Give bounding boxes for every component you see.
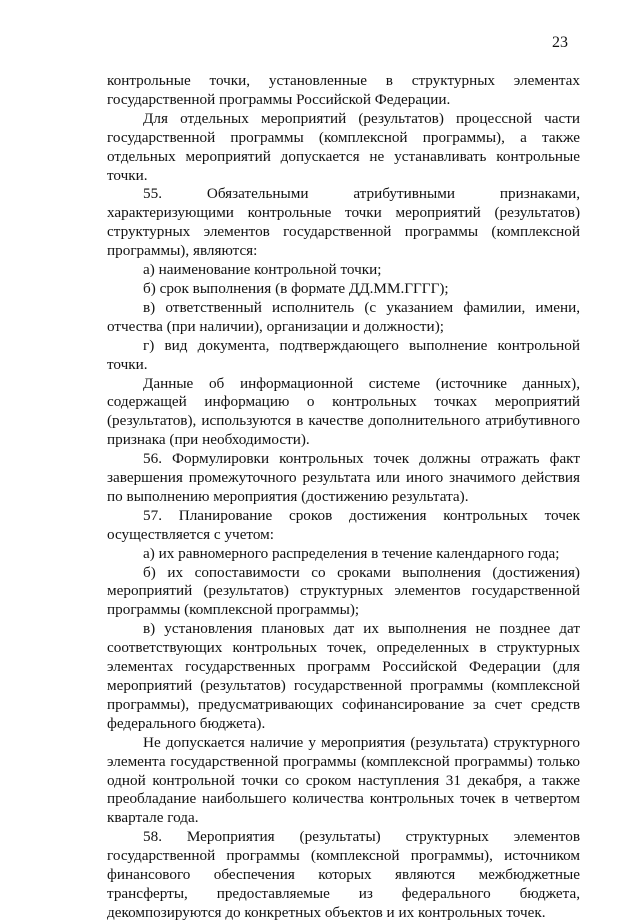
list-item: б) их сопоставимости со сроками выполнения (достижения) мероприятий (результатов) структурных элементов государственной программы (комплексной программы); [107,563,580,619]
paragraph: Для отдельных мероприятий (результатов) процессной части государственной программы (комплексной программы), а также отдельных мероприятий допускается не устанавливать контрольные точки. [107,109,580,184]
list-item: в) установления плановых дат их выполнения не позднее дат соответствующих контрольных точек, определенных в структурных элементах государственных программ Российской Федерации (для мероприятий (результатов) государственной программы (комплексной программы), предусматривающих софинансирование за счет средств федерального бюджета). [107,620,580,732]
paragraph-clause-56: 56. Формулировки контрольных точек должны отражать факт завершения промежуточного результата или иного значимого действия по выполнению мероприятия (достижению результата). [107,450,580,505]
paragraph-clause-58: 58. Мероприятия (результаты) структурных элементов государственной программы (комплексной программы), источником финансового обеспечения которых являются межбюджетные трансферты, предоставляемые из федерального бюджета, декомпозируются до конкретных объектов и их контрольных точек. [107,828,580,921]
paragraph-clause-55: 55. Обязательными атрибутивными признаками, характеризующими контрольные точки мероприятий (результатов) структурных элементов государственной программы (комплексной программы), являются: [107,185,580,260]
list-item: г) вид документа, подтверждающего выполнение контрольной точки. [107,336,580,373]
list-item: а) наименование контрольной точки; [143,261,382,279]
document-body [107,72,580,923]
paragraph-continuation: контрольные точки, установленные в структурных элементах государственной программы Российской Федерации. [107,72,580,108]
paragraph: Не допускается наличие у мероприятия (результата) структурного элемента государственной программы (комплексной программы) только одной контрольной точки со сроком наступления 31 декабря, а также преобладание наибольшего количества контрольных точек в четвертом квартале года. [107,733,580,827]
paragraph-clause-57: 57. Планирование сроков достижения контрольных точек осуществляется с учетом: [107,506,580,543]
list-item: в) ответственный исполнитель (с указанием фамилии, имени, отчества (при наличии), организации и должности); [107,298,580,335]
list-item: б) срок выполнения (в формате ДД.ММ.ГГГГ); [143,279,449,297]
paragraph: Данные об информационной системе (источнике данных), содержащей информацию о контрольных точках мероприятий (результатов), используются в качестве дополнительного атрибутивного признака (при необходимости). [107,374,580,449]
list-item: а) их равномерного распределения в течение календарного года; [143,544,560,562]
page-number: 23 [552,34,568,51]
